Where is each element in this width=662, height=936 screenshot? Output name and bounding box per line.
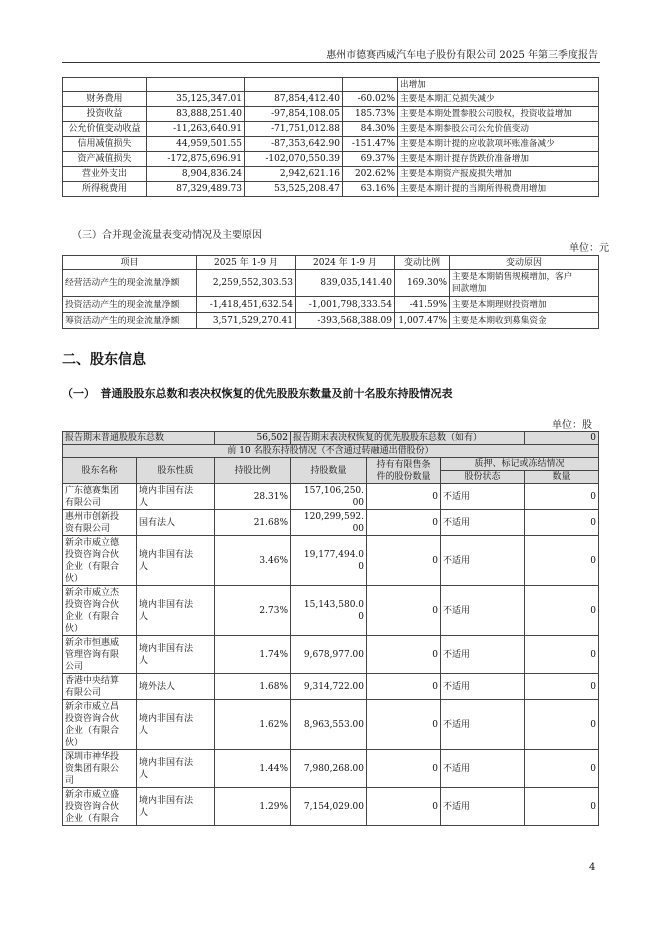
cashflow-table	[62, 255, 599, 329]
empty-cell	[343, 78, 398, 92]
previous-cell: -87,353,642.90	[245, 137, 343, 152]
table-row	[63, 182, 599, 197]
holding-quantity-line: 00	[352, 497, 365, 508]
column-header	[367, 458, 441, 484]
pledge-quantity: 0	[525, 484, 599, 510]
previous-cell: -1,001,798,333.54	[296, 297, 395, 313]
pledge-quantity: 0	[525, 636, 599, 674]
ratio-cell: -41.59%	[395, 297, 450, 313]
column-header: 数量	[525, 471, 599, 484]
item-cell: 资产减值损失	[63, 152, 147, 167]
reason-cell: 主要是本期参股公司公允价值变动	[398, 122, 599, 137]
holding-quantity-line: 120,299,592.	[303, 511, 365, 522]
shareholder-name-line: 投资咨询合伙	[65, 549, 120, 560]
pledge-quantity: 0	[525, 536, 599, 586]
shareholder-name	[63, 586, 137, 636]
item-cell: 公允价值变动收益	[63, 122, 147, 137]
table-row	[63, 674, 599, 700]
total-value: 56,502	[215, 432, 291, 445]
pledge-quantity: 0	[525, 674, 599, 700]
table-row	[63, 788, 599, 826]
table-row	[63, 122, 599, 137]
current-cell: -172,875,696.91	[147, 152, 245, 167]
table-row	[63, 270, 599, 297]
column-header: 2025 年 1-9 月	[197, 256, 296, 270]
shareholder-name-line: 企业（有限合	[65, 611, 120, 622]
shareholder-name-line: 资有限公司	[65, 523, 111, 534]
shareholder-name-line: 惠州市创新投	[65, 511, 120, 522]
shareholder-name-line: 投资咨询合伙	[65, 599, 120, 610]
shareholder-nature	[137, 484, 215, 510]
holding-ratio: 1.44%	[215, 750, 291, 788]
shareholder-nature-line: 境内非国有法	[139, 713, 194, 724]
current-cell: 44,959,501.55	[147, 137, 245, 152]
pledge-status: 不适用	[441, 510, 525, 536]
table-row	[63, 586, 599, 636]
current-cell: 2,259,552,303.53	[197, 270, 296, 297]
pledge-quantity: 0	[525, 788, 599, 826]
restricted-shares: 0	[367, 586, 441, 636]
empty-cell	[63, 78, 147, 92]
ratio-cell: 1,007.47%	[395, 313, 450, 329]
shareholder-nature-line: 国有法人	[139, 517, 176, 528]
pledge-quantity: 0	[525, 586, 599, 636]
holding-quantity	[291, 586, 367, 636]
total-label: 报告期末普通股股东总数	[63, 432, 215, 445]
pledge-status: 不适用	[441, 674, 525, 700]
header-line: 件的股份数量	[376, 471, 431, 482]
holding-ratio: 28.31%	[215, 484, 291, 510]
shareholder-unit: 单位：股	[552, 420, 592, 431]
shareholder-nature-line: 境内非国有法	[139, 599, 194, 610]
holding-quantity-line: 9,314,722.00	[303, 681, 365, 692]
reason-cell: 主要是本期计提的应收款项坏账准备减少	[398, 137, 599, 152]
empty-cell	[147, 78, 245, 92]
shareholder-name-line: 新余市威立昌	[65, 701, 120, 712]
holding-quantity	[291, 536, 367, 586]
holding-quantity	[291, 636, 367, 674]
subsection-title: （一） 普通股股东总数和表决权恢复的优先股股东数量及前十名股东持股情况表	[62, 387, 453, 400]
previous-cell: -102,070,550.39	[245, 152, 343, 167]
pledge-quantity: 0	[525, 750, 599, 788]
header-line: 持有有限售条	[376, 459, 431, 470]
previous-cell: 53,525,208.47	[245, 182, 343, 197]
ratio-cell: 202.62%	[343, 167, 398, 182]
previous-cell: -71,751,012.88	[245, 122, 343, 137]
previous-cell: 2,942,621.16	[245, 167, 343, 182]
shareholder-nature-line: 境内非国有法	[139, 643, 194, 654]
holding-quantity	[291, 510, 367, 536]
reason-cell: 主要是本期处置参股公司股权，投资收益增加	[398, 107, 599, 122]
reason-cell	[450, 313, 599, 329]
restricted-shares: 0	[367, 700, 441, 750]
table-row	[63, 137, 599, 152]
shareholder-name-line: 新余市威立盛	[65, 789, 120, 800]
table-row	[63, 152, 599, 167]
reason-cell	[450, 270, 599, 297]
reason-cell: 主要是本期计提存货跌价准备增加	[398, 152, 599, 167]
holding-quantity	[291, 700, 367, 750]
reason-line: 主要是本期理财投资增加	[452, 299, 547, 310]
ratio-cell: 185.73%	[343, 107, 398, 122]
shareholder-name-line: 伙）	[65, 737, 84, 748]
holding-quantity	[291, 788, 367, 826]
page-number: 4	[589, 862, 596, 873]
holding-ratio: 2.73%	[215, 586, 291, 636]
column-header: 持股数量	[291, 458, 367, 484]
holding-ratio: 1.74%	[215, 636, 291, 674]
column-header: 持股比例	[215, 458, 291, 484]
restricted-shares: 0	[367, 484, 441, 510]
ratio-cell: -60.02%	[343, 92, 398, 107]
shareholder-name	[63, 700, 137, 750]
current-cell: 3,571,529,270.41	[197, 313, 296, 329]
current-cell: 35,125,347.01	[147, 92, 245, 107]
shareholder-name-line: 新余市威立德	[65, 537, 120, 548]
shareholder-name-line: 伙）	[65, 573, 84, 584]
shareholder-name-line: 司	[65, 775, 75, 786]
reason-cell: 出增加	[398, 78, 599, 92]
shareholder-name	[63, 510, 137, 536]
shareholder-nature-line: 人	[139, 769, 149, 780]
holding-quantity-line: 7,980,268.00	[303, 763, 365, 774]
shareholder-name-line: 伙）	[65, 623, 84, 634]
item-cell: 投资收益	[63, 107, 147, 122]
holding-quantity-line: 15,143,580.0	[303, 599, 365, 610]
ratio-cell: 63.16%	[343, 182, 398, 197]
shareholder-name-line: 资集团有限公	[65, 763, 120, 774]
current-cell: -11,263,640.91	[147, 122, 245, 137]
shareholder-name-line: 企业（有限合	[65, 813, 120, 824]
shareholder-nature-line: 境内非国有法	[139, 485, 194, 496]
current-cell: 8,904,836.24	[147, 167, 245, 182]
reason-line: 回款增加	[452, 284, 487, 294]
table-row	[63, 78, 599, 92]
item-cell: 财务费用	[63, 92, 147, 107]
shareholder-nature-line: 人	[139, 807, 149, 818]
shareholder-nature-line: 人	[139, 725, 149, 736]
shareholder-nature	[137, 536, 215, 586]
table-row	[63, 297, 599, 313]
shareholder-nature-line: 境内非国有法	[139, 757, 194, 768]
current-cell: -1,418,451,632.54	[197, 297, 296, 313]
table-row	[63, 510, 599, 536]
previous-cell: -97,854,108.05	[245, 107, 343, 122]
shareholder-nature-line: 境外法人	[139, 681, 176, 692]
shareholder-name-line: 深圳市神华投	[65, 751, 120, 762]
restricted-shares: 0	[367, 674, 441, 700]
shareholder-nature	[137, 510, 215, 536]
holding-quantity-line: 157,106,250.	[303, 485, 365, 496]
holding-quantity-line: 8,963,553.00	[303, 719, 365, 730]
restricted-shares: 0	[367, 788, 441, 826]
pledge-status: 不适用	[441, 484, 525, 510]
table-row	[63, 107, 599, 122]
shareholder-name-line: 公司	[65, 661, 84, 672]
ratio-cell: 169.30%	[395, 270, 450, 297]
shareholder-name-line: 有限公司	[65, 687, 102, 698]
table-row	[63, 313, 599, 329]
shareholder-nature	[137, 586, 215, 636]
shareholder-name-line: 香港中央结算	[65, 675, 120, 686]
table-row	[63, 484, 599, 510]
header-row	[63, 256, 599, 270]
table-row	[63, 750, 599, 788]
pledge-quantity: 0	[525, 700, 599, 750]
column-header: 2024 年 1-9 月	[296, 256, 395, 270]
item-cell: 筹资活动产生的现金流量净额	[63, 313, 197, 329]
shareholder-name-line: 企业（有限合	[65, 561, 120, 572]
table-row	[63, 700, 599, 750]
shareholder-name	[63, 750, 137, 788]
item-cell: 经营活动产生的现金流量净额	[63, 270, 197, 297]
holding-quantity	[291, 750, 367, 788]
shareholder-nature	[137, 788, 215, 826]
shareholder-name-line: 投资咨询合伙	[65, 801, 120, 812]
page-header: 惠州市德赛西威汽车电子股份有限公司 2025 年第三季度报告	[326, 50, 598, 61]
holding-quantity-line: 0	[358, 561, 365, 572]
holding-ratio: 21.68%	[215, 510, 291, 536]
header-row	[63, 458, 599, 471]
pref-label: 报告期末表决权恢复的优先股股东总数（如有）	[291, 432, 525, 445]
column-header: 股东名称	[63, 458, 137, 484]
shareholder-name	[63, 536, 137, 586]
previous-cell: -393,568,388.09	[296, 313, 395, 329]
shareholder-nature	[137, 700, 215, 750]
shareholder-name	[63, 674, 137, 700]
restricted-shares: 0	[367, 636, 441, 674]
pledge-quantity: 0	[525, 510, 599, 536]
reason-line: 主要是本期销售规模增加，客户	[452, 272, 573, 282]
item-cell: 投资活动产生的现金流量净额	[63, 297, 197, 313]
column-header: 变动比例	[395, 256, 450, 270]
pledge-status: 不适用	[441, 700, 525, 750]
item-cell: 所得税费用	[63, 182, 147, 197]
holding-quantity-line: 0	[358, 611, 365, 622]
table-row	[63, 92, 599, 107]
holding-quantity-line: 9,678,977.00	[303, 649, 365, 660]
holding-quantity-line: 00	[352, 523, 365, 534]
reason-cell: 主要是本期计提的当期所得税费用增加	[398, 182, 599, 197]
shareholder-nature	[137, 750, 215, 788]
holding-ratio: 1.62%	[215, 700, 291, 750]
pledge-status: 不适用	[441, 636, 525, 674]
shareholder-name-line: 广东德赛集团	[65, 485, 120, 496]
shareholder-name	[63, 636, 137, 674]
column-header: 股份状态	[441, 471, 525, 484]
pledge-status: 不适用	[441, 750, 525, 788]
holding-quantity	[291, 674, 367, 700]
pref-value: 0	[525, 432, 599, 445]
holding-quantity	[291, 484, 367, 510]
holding-quantity-line: 19,177,494.0	[303, 549, 365, 560]
column-header: 质押、标记或冻结情况	[441, 458, 599, 471]
ratio-cell: 69.37%	[343, 152, 398, 167]
shareholder-name-line: 新余市威立杰	[65, 587, 120, 598]
ratio-cell: -151.47%	[343, 137, 398, 152]
restricted-shares: 0	[367, 510, 441, 536]
shareholder-name-line: 企业（有限合	[65, 725, 120, 736]
header-rule	[62, 62, 600, 63]
reason-cell: 主要是本期汇兑损失减少	[398, 92, 599, 107]
shareholder-name	[63, 484, 137, 510]
pledge-status: 不适用	[441, 536, 525, 586]
item-cell: 信用减值损失	[63, 137, 147, 152]
cashflow-unit: 单位：元	[569, 243, 609, 254]
shareholder-table	[62, 431, 599, 826]
holding-ratio: 1.68%	[215, 674, 291, 700]
column-header: 项目	[63, 256, 197, 270]
restricted-shares: 0	[367, 750, 441, 788]
table-row	[63, 636, 599, 674]
shareholder-nature-line: 人	[139, 611, 149, 622]
shareholder-nature	[137, 674, 215, 700]
shareholder-name-line: 新余市恒惠威	[65, 637, 120, 648]
table-row	[63, 167, 599, 182]
total-row	[63, 432, 599, 445]
reason-cell	[450, 297, 599, 313]
shareholder-nature-line: 境内非国有法	[139, 549, 194, 560]
section-title: 二、股东信息	[62, 352, 146, 368]
reason-cell: 主要是本期资产报废损失增加	[398, 167, 599, 182]
holding-ratio: 3.46%	[215, 536, 291, 586]
shareholder-nature-line: 人	[139, 497, 149, 508]
table-row	[63, 536, 599, 586]
item-cell: 营业外支出	[63, 167, 147, 182]
holding-quantity-line: 7,154,029.00	[303, 801, 365, 812]
profit-change-table	[62, 77, 599, 197]
previous-cell: 87,854,412.40	[245, 92, 343, 107]
shareholder-nature-line: 境内非国有法	[139, 795, 194, 806]
shareholder-name-line: 管理咨询有限	[65, 649, 120, 660]
reason-line: 主要是本期收到募集资金	[452, 315, 547, 326]
ratio-cell: 84.30%	[343, 122, 398, 137]
caption-row	[63, 445, 599, 458]
column-header: 股东性质	[137, 458, 215, 484]
column-header: 变动原因	[450, 256, 599, 270]
shareholder-name-line: 有限公司	[65, 497, 102, 508]
shareholder-nature-line: 人	[139, 561, 149, 572]
current-cell: 83,888,251.40	[147, 107, 245, 122]
shareholder-name-line: 投资咨询合伙	[65, 713, 120, 724]
shareholder-name	[63, 788, 137, 826]
cashflow-caption: （三）合并现金流量表变动情况及主要原因	[72, 230, 262, 241]
pledge-status: 不适用	[441, 788, 525, 826]
empty-cell	[245, 78, 343, 92]
holding-ratio: 1.29%	[215, 788, 291, 826]
previous-cell: 839,035,141.40	[296, 270, 395, 297]
shareholder-nature	[137, 636, 215, 674]
pledge-status: 不适用	[441, 586, 525, 636]
restricted-shares: 0	[367, 536, 441, 586]
current-cell: 87,329,489.73	[147, 182, 245, 197]
top10-caption: 前 10 名股东持股情况（不含通过转融通出借股份）	[63, 445, 599, 458]
shareholder-nature-line: 人	[139, 655, 149, 666]
